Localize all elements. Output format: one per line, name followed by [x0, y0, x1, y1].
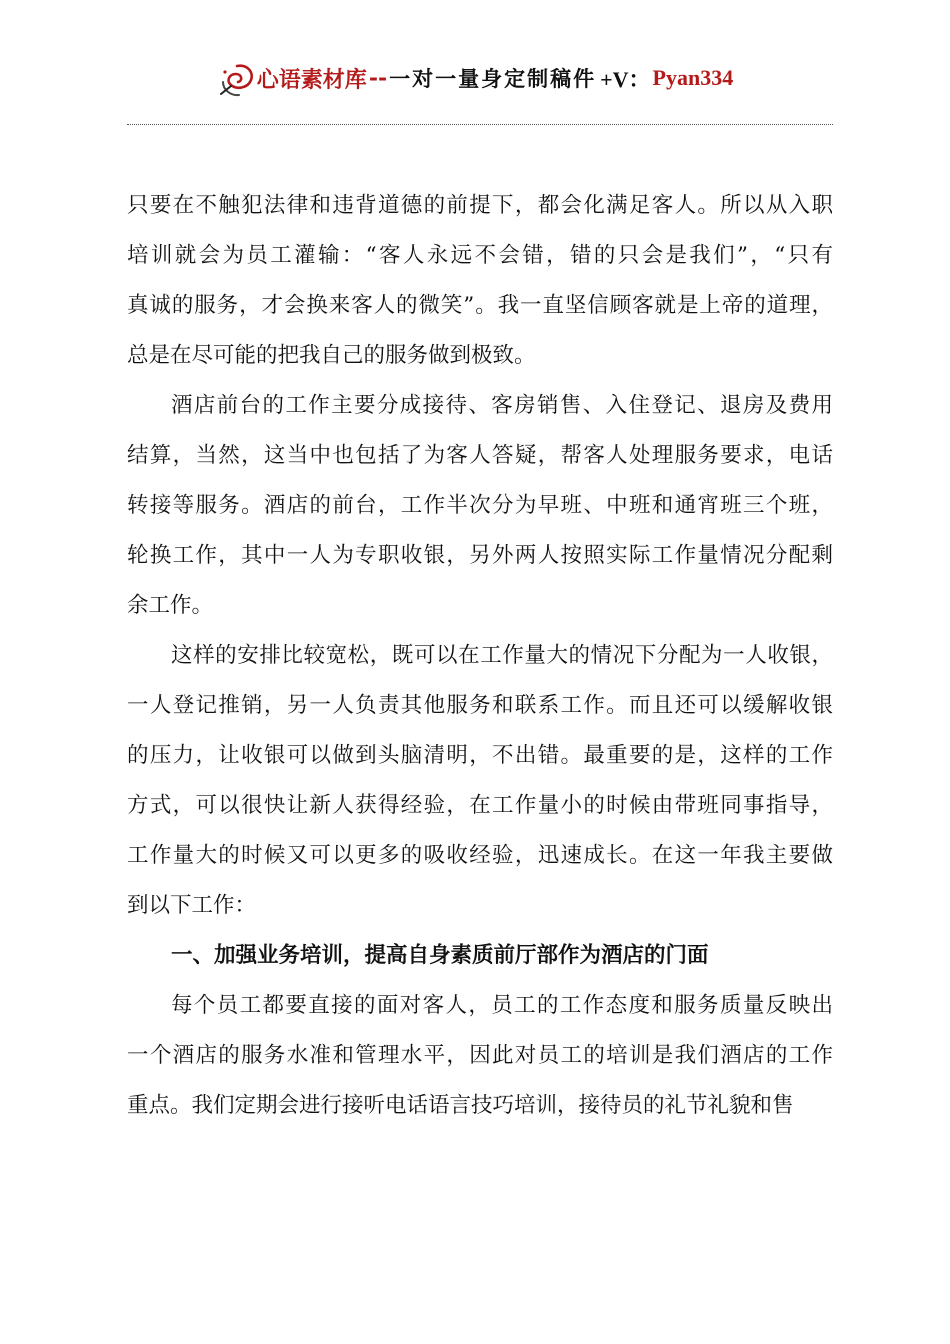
header-divider — [127, 124, 833, 125]
paragraph-line: 酒店前台的工作主要分成接待、客房销售、入住登记、退房及费用 — [171, 393, 833, 418]
paragraph-line: 到以下工作： — [127, 893, 257, 918]
paragraph-line: 培训就会为员工灌输：“客人永远不会错，错的只会是我们”，“只有 — [127, 243, 833, 268]
brand-name: 心语素材库 — [256, 66, 367, 93]
paragraph-line: 只要在不触犯法律和违背道德的前提下，都会化满足客人。所以从入职 — [127, 193, 833, 218]
paragraph-line: 总是在尽可能的把我自己的服务做到极致。 — [127, 343, 536, 368]
paragraph-line: 轮换工作，其中一人为专职收银，另外两人按照实际工作量情况分配剩 — [127, 543, 833, 568]
contact-id: Pyan334 — [652, 65, 734, 90]
document-body — [127, 181, 833, 1131]
logo-swirl-icon — [217, 60, 257, 100]
paragraph-line: 一人登记推销，另一人负责其他服务和联系工作。而且还可以缓解收银 — [127, 693, 833, 718]
paragraph-line: 转接等服务。酒店的前台，工作半次分为早班、中班和通宵班三个班， — [127, 493, 833, 518]
paragraph-line: 重点。我们定期会进行接听电话语言技巧培训，接待员的礼节礼貌和售 — [127, 1093, 794, 1118]
contact-label: +V： — [600, 66, 651, 92]
page-header — [0, 58, 950, 98]
paragraph-line: 这样的安排比较宽松，既可以在工作量大的情况下分配为一人收银， — [171, 643, 833, 668]
paragraph-line: 工作量大的时候又可以更多的吸收经验，迅速成长。在这一年我主要做 — [127, 843, 833, 868]
paragraph-line: 一、加强业务培训，提高自身素质前厅部作为酒店的门面 — [171, 943, 709, 968]
paragraph-line: 结算，当然，这当中也包括了为客人答疑，帮客人处理服务要求，电话 — [127, 443, 833, 468]
paragraph-line: 方式，可以很快让新人获得经验，在工作量小的时候由带班同事指导， — [127, 793, 833, 818]
header-tagline: 一对一量身定制稿件 — [389, 66, 597, 91]
paragraph-line: 每个员工都要直接的面对客人，员工的工作态度和服务质量反映出 — [171, 993, 833, 1018]
paragraph-line: 一个酒店的服务水准和管理水平，因此对员工的培训是我们酒店的工作 — [127, 1043, 833, 1068]
paragraph-line: 的压力，让收银可以做到头脑清明，不出错。最重要的是，这样的工作 — [127, 743, 833, 768]
paragraph-line: 真诚的服务，才会换来客人的微笑”。我一直坚信顾客就是上帝的道理， — [127, 293, 833, 318]
paragraph-line: 余工作。 — [127, 593, 214, 618]
header-separator: -- — [368, 65, 388, 91]
